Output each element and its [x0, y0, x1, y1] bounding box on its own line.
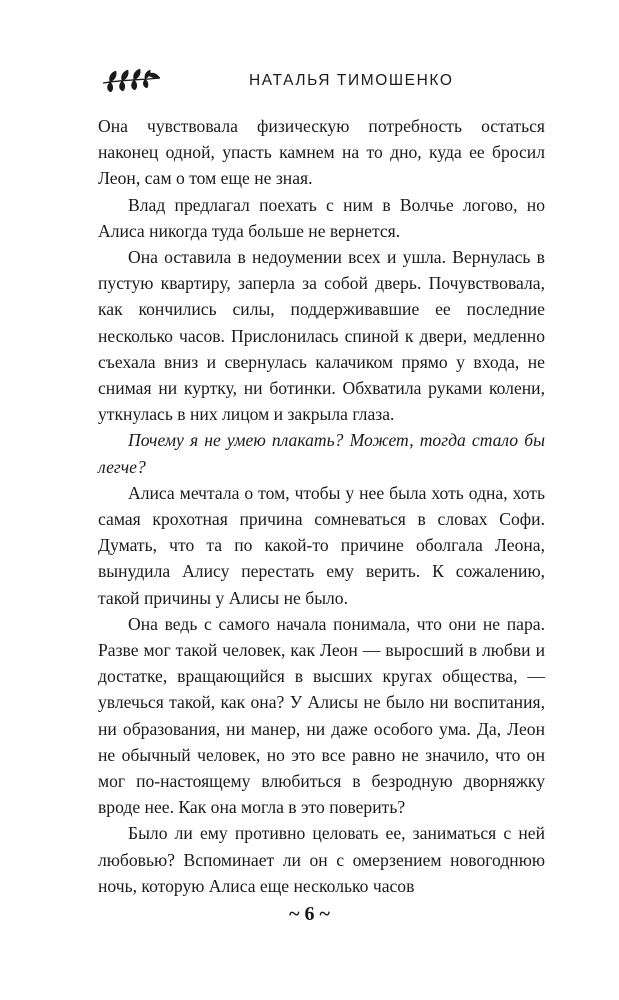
page-number: ~ 6 ~: [289, 903, 330, 925]
italic-thought: Почему я не умею плакать? Может, тогда стало бы легче?: [98, 430, 545, 477]
paragraph: Алиса мечтала о том, чтобы у нее была хоть одна, хоть самая крохотная причина сомневаться в словах Софи. Думать, что та по какой-то причине оболгала Леона, вынудила Алису перестать ему верить. К сожалению, такой причины у Алисы не было.: [98, 482, 545, 608]
paragraph-italic: [98, 427, 545, 479]
leaf-branch-ornament-icon: [100, 68, 162, 94]
paragraph: Влад предлагал поехать с ним в Волчье логово, но Алиса никогда туда больше не вернется.: [98, 194, 545, 241]
paragraph: Она ведь с самого начала понимала, что они не пара. Разве мог такой человек, как Леон — выросший в любви и достатке, вращающийся в высших кругах общества, — увлечься такой, как она? У Алисы не было ни воспитания, ни образования, ни манер, ни даже особого ума. Да, Леон не обычный человек, но это все равно не значило, что он мог по-настоящему влюбиться в безродную дворняжку вроде нее. Как она могла в это поверить?: [98, 613, 545, 818]
running-header: [100, 64, 560, 98]
running-title: НАТАЛЬЯ ТИМОШЕНКО: [249, 72, 454, 89]
paragraph: Она чувствовала физическую потребность остаться наконец одной, упасть камнем на то дно, куда ее бросил Леон, сам о том еще не зная.: [98, 116, 545, 189]
paragraph: Было ли ему противно целовать ее, заниматься с ней любовью? Вспоминает ли он с омерзением новогоднюю ночь, которую Алиса еще несколько часов: [98, 823, 545, 896]
paragraph: Она оставила в недоумении всех и ушла. Вернулась в пустую квартиру, заперла за собой дверь. Почувствовала, как кончились силы, поддерживавшие ее последние несколько часов. Прислонилась спиной к двери, медленно съехала вниз и свернулась калачиком прямо у входа, не снимая ни куртку, ни ботинки. Обхватила руками колени, уткнулась в них лицом и закрыла глаза.: [98, 247, 545, 425]
body-text: [98, 113, 545, 899]
